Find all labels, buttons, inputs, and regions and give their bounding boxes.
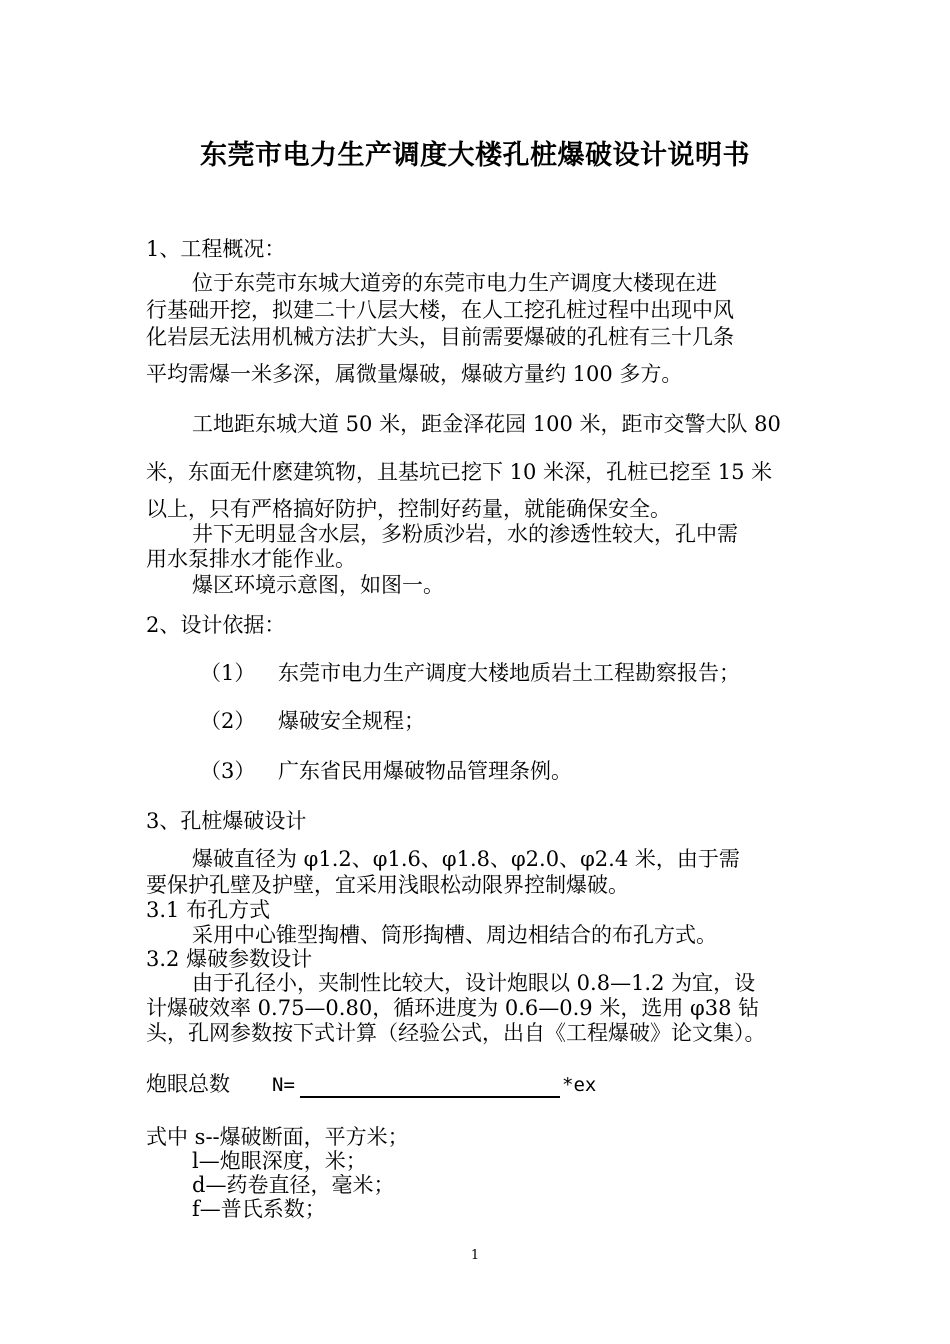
paragraph-line: 化岩层无法用机械方法扩大头，目前需要爆破的孔桩有三十几条 bbox=[146, 325, 734, 349]
reference-text: 爆破安全规程； bbox=[278, 709, 425, 733]
subsection-heading: 3.2 爆破参数设计 bbox=[146, 947, 313, 971]
reference-text: 广东省民用爆破物品管理条例。 bbox=[278, 759, 572, 783]
paragraph-line: 要保护孔壁及护壁，宜采用浅眼松动限界控制爆破。 bbox=[146, 873, 629, 897]
paragraph-line: 以上，只有严格搞好防护，控制好药量，就能确保安全。 bbox=[146, 497, 671, 521]
paragraph-line: 行基础开挖，拟建二十八层大楼，在人工挖孔桩过程中出现中风 bbox=[146, 298, 734, 322]
section-3-heading: 3、孔桩爆破设计 bbox=[146, 809, 307, 833]
reference-number: （3） bbox=[200, 759, 256, 783]
paragraph-line: 井下无明显含水层，多粉质沙岩，水的渗透性较大，孔中需 bbox=[192, 522, 738, 546]
paragraph-line: 工地距东城大道 50 米，距金泽花园 100 米，距市交警大队 80 bbox=[192, 412, 781, 436]
reference-number: （1） bbox=[200, 661, 256, 685]
paragraph-line: 爆区环境示意图，如图一。 bbox=[192, 573, 444, 597]
reference-number: （2） bbox=[200, 709, 256, 733]
section-2-heading: 2、设计依据： bbox=[146, 613, 286, 637]
document-title: 东莞市电力生产调度大楼孔桩爆破设计说明书 bbox=[200, 140, 750, 171]
subsection-heading: 3.1 布孔方式 bbox=[146, 898, 271, 922]
formula-label: 炮眼总数 bbox=[146, 1072, 230, 1096]
paragraph-line: 用水泵排水才能作业。 bbox=[146, 547, 356, 571]
paragraph-line: 由于孔径小，夹制性比较大，设计炮眼以 0.8—1.2 为宜，设 bbox=[192, 971, 756, 995]
formula-variable: l—炮眼深度，米； bbox=[192, 1149, 367, 1173]
formula-rhs: *ex bbox=[562, 1074, 597, 1096]
section-1-heading: 1、工程概况： bbox=[146, 237, 286, 261]
formula-where: 式中 s--爆破断面，平方米； bbox=[146, 1125, 409, 1149]
page-number: 1 bbox=[470, 1248, 480, 1263]
paragraph-line: 平均需爆一米多深，属微量爆破，爆破方量约 100 多方。 bbox=[146, 362, 683, 386]
formula-variable: f—普氏系数； bbox=[192, 1197, 326, 1221]
paragraph-line: 爆破直径为 φ1.2、φ1.6、φ1.8、φ2.0、φ2.4 米，由于需 bbox=[192, 847, 740, 871]
formula-variable: d—药卷直径，毫米； bbox=[192, 1173, 395, 1197]
paragraph-line: 米，东面无什麽建筑物，且基坑已挖下 10 米深，孔桩已挖至 15 米 bbox=[146, 460, 773, 484]
reference-text: 东莞市电力生产调度大楼地质岩土工程勘察报告； bbox=[278, 661, 740, 685]
formula-fraction-line bbox=[300, 1096, 560, 1098]
formula-lhs: N= bbox=[272, 1074, 295, 1096]
paragraph-line: 采用中心锥型掏槽、筒形掏槽、周边相结合的布孔方式。 bbox=[192, 923, 717, 947]
paragraph-line: 位于东莞市东城大道旁的东莞市电力生产调度大楼现在进 bbox=[192, 271, 717, 295]
paragraph-line: 头，孔网参数按下式计算（经验公式，出自《工程爆破》论文集）。 bbox=[146, 1021, 766, 1045]
paragraph-line: 计爆破效率 0.75—0.80，循环进度为 0.6—0.9 米，选用 φ38 钻 bbox=[146, 996, 760, 1020]
